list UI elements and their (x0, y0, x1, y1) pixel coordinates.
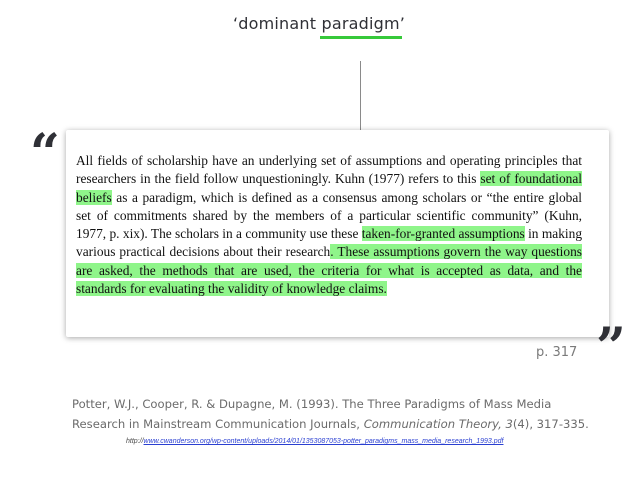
citation-issue-pages: (4), 317-335. (512, 417, 589, 431)
title-close-quote: ’ (399, 14, 406, 33)
highlighted-phrase: set of foundational beliefs (76, 171, 582, 205)
highlighted-phrase: . These assumptions govern the way questions are asked, the methods that are used, the criteria for what is accepted as data, and the standards for evaluating the validity of knowledge claims. (76, 244, 582, 297)
quote-segment: in making various practical decisions about their research (76, 226, 583, 260)
title-text: dominant (238, 14, 322, 33)
slide-title (0, 14, 638, 33)
page-reference: p. 317 (536, 345, 578, 360)
citation (72, 394, 592, 434)
quote-paragraph (76, 152, 582, 298)
source-url-row (126, 438, 503, 445)
title-open-quote: ‘ (232, 14, 239, 33)
close-quote-mark: ” (596, 317, 626, 378)
quote-card (66, 130, 609, 337)
url-prefix: http:// (126, 438, 144, 445)
citation-authors: Potter, W.J., Cooper, R. & Dupagne, M. (1993). The Three Paradigms of Mass Media Research in Mainstream Communication Journals, (72, 397, 552, 431)
connector-line (360, 61, 361, 132)
title-highlight-word: paradigm (321, 14, 400, 33)
source-link[interactable]: www.cwanderson.org/wp-content/uploads/2014/01/1353087053-potter_paradigms_mass_media_research_1993.pdf (143, 438, 504, 445)
quote-segment: All fields of scholarship have an underlying set of assumptions and operating principles that researchers in the field follow unquestioningly. Kuhn (1977) refers to this (76, 153, 582, 187)
quote-segment: as a paradigm, which is defined as a consensus among scholars or “the entire global set of commitments shared by the members of a particular scientific community” (Kuhn, 1977, p. xix). The scholars in a community use these (76, 189, 582, 242)
highlighted-phrase: taken-for-granted assumptions (361, 226, 525, 242)
citation-journal: Communication Theory, 3 (363, 417, 513, 431)
open-quote-mark: “ (30, 123, 60, 184)
